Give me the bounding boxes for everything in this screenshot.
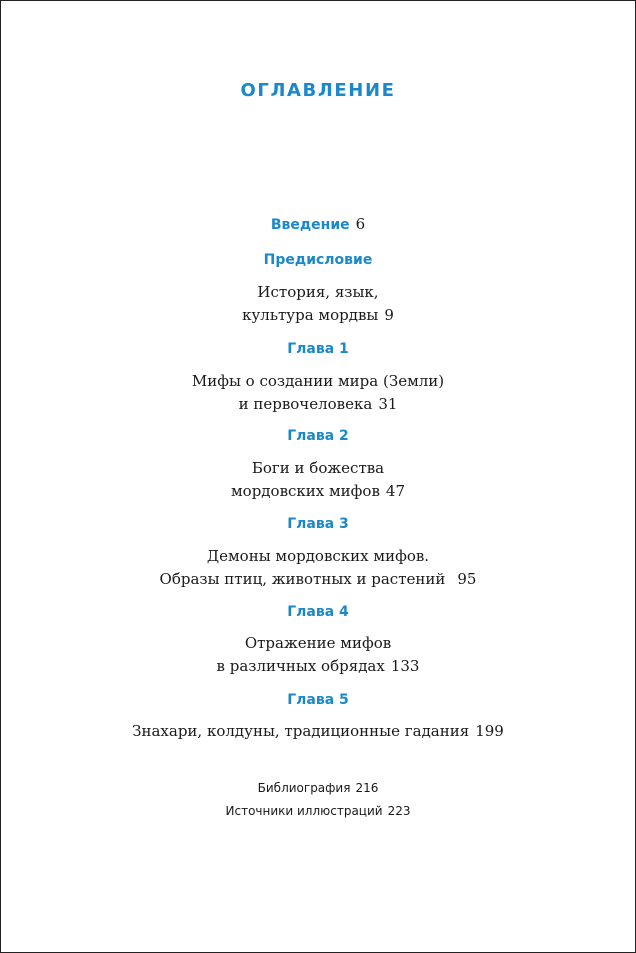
toc-label-bibliography: Библиография [257, 781, 351, 795]
toc-page-chapter-5: 199 [475, 722, 504, 740]
toc-entry-line: Мифы о создании мира (Земли) [191, 372, 445, 390]
toc-page-chapter-1: 31 [378, 395, 398, 413]
toc-entry-line: Боги и божества [251, 459, 385, 477]
toc-heading-chapter-4: Глава 4 [287, 604, 349, 620]
toc-entry-line: Образы птиц, животных и растений [159, 570, 446, 588]
toc-entry-line: История, язык, [257, 283, 379, 301]
toc-entry-chapter-4[interactable] [1, 632, 635, 678]
toc-entry-chapter-2[interactable] [1, 457, 635, 503]
toc-label-illustrations: Источники иллюстраций [225, 804, 383, 818]
toc-entry-line: в различных обрядах [216, 657, 385, 675]
toc-page-illustrations: 223 [387, 804, 411, 818]
toc-heading-chapter-1: Глава 1 [287, 341, 349, 357]
page-title: ОГЛАВЛЕНИЕ [240, 80, 396, 101]
toc-entry-line: Демоны мордовских мифов. [206, 547, 430, 565]
toc-page-chapter-4: 133 [390, 657, 420, 675]
toc-entry-chapter-5[interactable] [1, 720, 635, 743]
toc-page-chapter-3: 95 [457, 570, 477, 588]
toc-entry-intro[interactable] [1, 214, 635, 235]
toc-entry-line: Отражение мифов [244, 634, 392, 652]
toc-entry-preface[interactable] [1, 281, 635, 327]
toc-entry-illustrations[interactable] [1, 802, 635, 820]
toc-entry-chapter-1[interactable] [1, 370, 635, 416]
toc-page-intro: 6 [355, 215, 366, 233]
toc-entry-line: и первочеловека [238, 395, 373, 413]
toc-heading-chapter-3: Глава 3 [287, 516, 349, 532]
toc-heading-chapter-2: Глава 2 [287, 428, 349, 444]
toc-heading-chapter-5: Глава 5 [287, 692, 349, 708]
toc-page-preface: 9 [384, 306, 394, 324]
toc-heading-intro: Введение [270, 217, 350, 233]
toc-entry-bibliography[interactable] [1, 779, 635, 797]
toc-entry-line: культура мордвы [242, 306, 379, 324]
toc-page-bibliography: 216 [355, 781, 379, 795]
toc-page-chapter-2: 47 [385, 482, 405, 500]
toc-entry-line: мордовских мифов [231, 482, 380, 500]
toc-entry-line: Знахари, колдуны, традиционные гадания [132, 722, 470, 740]
toc-heading-preface: Предисловие [263, 252, 373, 268]
toc-entry-chapter-3[interactable] [1, 545, 635, 591]
